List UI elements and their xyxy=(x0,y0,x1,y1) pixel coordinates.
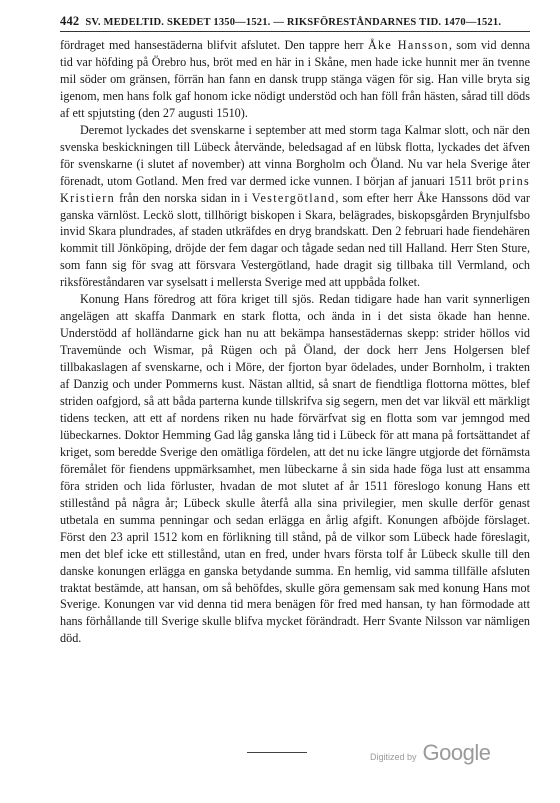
spaced-name: Åke Hansson xyxy=(367,38,449,52)
paragraph xyxy=(60,37,530,122)
google-logo: Google xyxy=(422,740,491,765)
text-run: fördraget med hansestäderna blifvit afslutet. Den tappre herr xyxy=(60,38,368,52)
spaced-name: Vestergötland xyxy=(251,190,336,205)
text-run: , som efter herr Åke Hanssons död var ganska värnlöst. Leckö slott, tillhörigt biskopen i Skara, belägrades, biskopsgården Brynjulfsbo invid Skara plundrades, af staden utkräfdes en dryg brandskatt. Den 2 februari hade fiendehären kommit till Jönköping, dröjde der fem dagar och tågade sedan ned till Halland. Herr Sten Sture, som fann sig för svag att försvara Vestergötland, hade dragit sig tillbaka till Vermland, och riksföreståndaren var syselsatt i mellersta Sverige med att uppbåda folket. xyxy=(60,190,530,290)
running-header xyxy=(60,14,530,29)
end-rule xyxy=(247,752,307,753)
digitized-by-label: Digitized by xyxy=(370,752,417,762)
header-rule xyxy=(60,31,530,32)
spaced-name: prins Kristiern xyxy=(60,173,530,205)
paragraph xyxy=(60,122,530,292)
text-run: Deremot lyckades det svenskarne i september att med storm taga Kalmar slott, och när den svenska beskickningen till Lübeck återvände, beledsagad af en lübsk flotta, lyckades det äfven för svenskarne (i slutet af november) att vinna Borgholm och Öland. Nu var hela Sverige åter förenadt, utom Gotland. Men fred var dermed icke vunnen. I början af januari 1511 bröt xyxy=(60,122,530,188)
body-text xyxy=(60,37,530,647)
text-run: , som vid denna tid var höfding på Örebro hus, bröt med en här in i Skåne, men hade icke hunnit mer än tvenne mil söder om gränsen, förrän han fann en dansk trupp stänga vägen för sig. Han ville bryta sig igenom, men hans folk gaf honom icke nödigt understöd och han föll från hästen, sårad till döds af ett spjutsting (den 27 augusti 1510). xyxy=(60,38,530,120)
google-watermark xyxy=(370,740,490,766)
page-number: 442 xyxy=(60,14,80,28)
paragraph xyxy=(60,291,530,647)
text-run: från den norska sidan in i xyxy=(115,190,252,205)
text-run: Konung Hans föredrog att föra kriget till sjös. Redan tidigare hade han varit synnerligen angelägen att skaffa Danmark en stark flotta, och ända in i det sista ökade han henne. Understödd af holländarne gick han nu att bekämpa hansestädernas skepp: strider höllos vid Travemünde och Wismar, på Rügen och på Öland, der dock herr Jens Holgersen blef tillbakaslagen af svenskarne, och i Möre, der fjorton byar ödelades, under Bornholm, i trakten af Danzig och under Pommerns kust. Nästan alltid, så snart de fiendtliga flottorna möttes, blef striden oafgjord, så att båda parterna kunde tillskrifva sig segern, men det var likväl ett märkligt tidens tecken, att ett af nordens riken nu hade förvärfvat sig en flotta som var jemngod med lübeckarnes. Doktor Hemming Gad låg ganska lång tid i Lübeck för att mana på fortsättandet af kriget, som beredde Sverige den omätliga fördelen, att det nu icke längre utgjorde det förnämsta föremålet för fiendens uppmärksamhet, men lübeckarne å sin sida hade föga lust att ensamma föra striden och lida förluster, hvadan de mot slutet af år 1511 föreslogo konung Hans ett stillestånd på några år; Lübeck skulle återfå alla sina privilegier, men skulle derför genast utbetala en summa penningar och sedan erlägga en årlig afgift. Konungen afböjde förslaget. Först den 23 april 1512 kom en förlikning till stånd, på de vilkor som Lübeck hade föreslagit, men det blef icke ett stillestånd, utan en fred, under hvars första tolf år Lübeck skulle till den danske konungen erlägga en ganska betydande summa. En hemlig, vid samma tillfälle afsluten traktat bestämde, att hansan, om så behöfdes, skulle göra gemensam sak med konung Hans mot Sverige. Konungen var vid denna tid mera benägen för fred med hansan, ty han förmodade att hans förhållande till Sverige skulle blifva mycket förändradt. Herr Svante Nilsson var nämligen död. xyxy=(60,292,530,646)
running-title: SV. MEDELTID. SKEDET 1350—1521. — RIKSFÖRESTÅNDARNES TID. 1470—1521. xyxy=(85,17,502,28)
